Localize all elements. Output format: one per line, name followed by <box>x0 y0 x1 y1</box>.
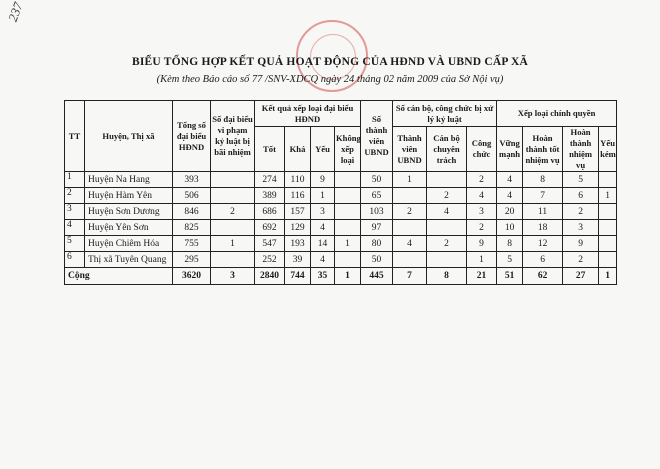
row-cc: 4 <box>467 188 497 204</box>
row-ht: 2 <box>563 204 599 220</box>
row-name: Huyện Na Hang <box>85 172 173 188</box>
total-row <box>65 268 617 285</box>
header-unit: Huyện, Thị xã <box>85 101 173 172</box>
row-cc: 2 <box>467 172 497 188</box>
row-kxl <box>335 252 361 268</box>
total-ht-tot: 62 <box>523 268 563 285</box>
row-ht: 2 <box>563 252 599 268</box>
header-discipline-group: Số cán bộ, công chức bị xử lý kỷ luật <box>393 101 497 127</box>
row-total: 846 <box>173 204 211 220</box>
row-violations <box>211 220 255 236</box>
row-cb <box>427 220 467 236</box>
table-row <box>65 204 617 220</box>
row-yeu: 14 <box>311 236 335 252</box>
row-yk <box>599 252 617 268</box>
row-tv: 4 <box>393 236 427 252</box>
header-total-delegates: Tổng số đại biểu HĐND <box>173 101 211 172</box>
row-tt: 2 <box>65 188 85 204</box>
row-kha: 39 <box>285 252 311 268</box>
total-tv: 7 <box>393 268 427 285</box>
header-can-bo-chuyen-trach: Cán bộ chuyên trách <box>427 127 467 172</box>
row-ht: 5 <box>563 172 599 188</box>
total-yk: 1 <box>599 268 617 285</box>
row-yk <box>599 172 617 188</box>
row-tot: 252 <box>255 252 285 268</box>
total-kxl: 1 <box>335 268 361 285</box>
table-row <box>65 172 617 188</box>
total-yeu: 35 <box>311 268 335 285</box>
header-tt: TT <box>65 101 85 172</box>
header-yeu: Yếu <box>311 127 335 172</box>
row-total: 393 <box>173 172 211 188</box>
row-kxl <box>335 188 361 204</box>
row-tt: 5 <box>65 236 85 252</box>
row-kha: 129 <box>285 220 311 236</box>
row-vm: 4 <box>497 172 523 188</box>
document-title: BIỂU TỔNG HỢP KẾT QUẢ HOẠT ĐỘNG CỦA HĐND VÀ UBND CẤP XÃ <box>131 56 529 68</box>
row-kxl <box>335 204 361 220</box>
row-ht-tot: 11 <box>523 204 563 220</box>
row-tot: 547 <box>255 236 285 252</box>
row-cb: 4 <box>427 204 467 220</box>
row-cb <box>427 172 467 188</box>
row-vm: 8 <box>497 236 523 252</box>
row-ht-tot: 7 <box>523 188 563 204</box>
row-tv <box>393 188 427 204</box>
row-yeu: 4 <box>311 252 335 268</box>
row-vm: 4 <box>497 188 523 204</box>
row-ht-tot: 12 <box>523 236 563 252</box>
row-violations <box>211 252 255 268</box>
row-ht: 3 <box>563 220 599 236</box>
row-ubnd: 103 <box>361 204 393 220</box>
row-yk: 1 <box>599 188 617 204</box>
row-tot: 274 <box>255 172 285 188</box>
row-kha: 116 <box>285 188 311 204</box>
row-name: Thị xã Tuyên Quang <box>85 252 173 268</box>
row-name: Huyện Hàm Yên <box>85 188 173 204</box>
row-total: 755 <box>173 236 211 252</box>
row-tot: 389 <box>255 188 285 204</box>
row-tt: 4 <box>65 220 85 236</box>
row-ht: 6 <box>563 188 599 204</box>
row-cc: 2 <box>467 220 497 236</box>
header-kha: Khá <box>285 127 311 172</box>
table-row <box>65 188 617 204</box>
row-cb: 2 <box>427 236 467 252</box>
row-tv <box>393 252 427 268</box>
row-kxl <box>335 172 361 188</box>
header-violations: Số đại biểu vi phạm kỷ luật bị bãi nhiệm <box>211 101 255 172</box>
summary-table <box>64 100 617 285</box>
row-total: 825 <box>173 220 211 236</box>
row-tv: 1 <box>393 172 427 188</box>
total-cb: 8 <box>427 268 467 285</box>
header-govt-group: Xếp loại chính quyền <box>497 101 617 127</box>
total-kha: 744 <box>285 268 311 285</box>
document-subtitle: (Kèm theo Báo cáo số 77 /SNV-XDCQ ngày 24 tháng 02 năm 2009 của Sở Nội vụ) <box>156 74 504 85</box>
table-row <box>65 252 617 268</box>
row-name: Huyện Chiêm Hóa <box>85 236 173 252</box>
header-hoan-thanh: Hoàn thành nhiệm vụ <box>563 127 599 172</box>
row-yeu: 1 <box>311 188 335 204</box>
row-ubnd: 80 <box>361 236 393 252</box>
row-tot: 692 <box>255 220 285 236</box>
row-ht-tot: 6 <box>523 252 563 268</box>
total-cc: 21 <box>467 268 497 285</box>
total-total: 3620 <box>173 268 211 285</box>
row-ht-tot: 8 <box>523 172 563 188</box>
row-ubnd: 50 <box>361 172 393 188</box>
total-ubnd: 445 <box>361 268 393 285</box>
row-vm: 20 <box>497 204 523 220</box>
row-violations: 2 <box>211 204 255 220</box>
row-yeu: 9 <box>311 172 335 188</box>
total-label: Cộng <box>65 268 173 285</box>
total-vm: 51 <box>497 268 523 285</box>
table-row <box>65 220 617 236</box>
header-khong-xep-loai: Không xếp loại <box>335 127 361 172</box>
row-yk <box>599 236 617 252</box>
row-kxl <box>335 220 361 236</box>
total-violations: 3 <box>211 268 255 285</box>
header-thanh-vien-ubnd: Thành viên UBND <box>393 127 427 172</box>
header-vung-manh: Vững mạnh <box>497 127 523 172</box>
row-yeu: 4 <box>311 220 335 236</box>
row-cc: 3 <box>467 204 497 220</box>
row-total: 506 <box>173 188 211 204</box>
row-kha: 157 <box>285 204 311 220</box>
row-cc: 1 <box>467 252 497 268</box>
row-tt: 3 <box>65 204 85 220</box>
header-yeu-kem: Yếu kém <box>599 127 617 172</box>
row-tot: 686 <box>255 204 285 220</box>
row-yeu: 3 <box>311 204 335 220</box>
row-cb <box>427 252 467 268</box>
total-tot: 2840 <box>255 268 285 285</box>
row-tt: 6 <box>65 252 85 268</box>
row-ht: 9 <box>563 236 599 252</box>
row-ubnd: 50 <box>361 252 393 268</box>
row-kxl: 1 <box>335 236 361 252</box>
row-vm: 5 <box>497 252 523 268</box>
row-ht-tot: 18 <box>523 220 563 236</box>
table-row <box>65 236 617 252</box>
total-ht: 27 <box>563 268 599 285</box>
page-number-mark: 237 <box>4 0 26 24</box>
row-violations <box>211 172 255 188</box>
row-tv <box>393 220 427 236</box>
row-total: 295 <box>173 252 211 268</box>
row-name: Huyện Sơn Dương <box>85 204 173 220</box>
header-ubnd-members: Số thành viên UBND <box>361 101 393 172</box>
row-tt: 1 <box>65 172 85 188</box>
row-violations <box>211 188 255 204</box>
row-cc: 9 <box>467 236 497 252</box>
row-ubnd: 97 <box>361 220 393 236</box>
row-yk <box>599 220 617 236</box>
header-hoan-thanh-tot: Hoàn thành tốt nhiệm vụ <box>523 127 563 172</box>
row-kha: 110 <box>285 172 311 188</box>
header-tot: Tốt <box>255 127 285 172</box>
row-vm: 10 <box>497 220 523 236</box>
row-violations: 1 <box>211 236 255 252</box>
row-name: Huyện Yên Sơn <box>85 220 173 236</box>
row-ubnd: 65 <box>361 188 393 204</box>
row-tv: 2 <box>393 204 427 220</box>
row-cb: 2 <box>427 188 467 204</box>
row-yk <box>599 204 617 220</box>
row-kha: 193 <box>285 236 311 252</box>
header-classification-group: Kết quả xếp loại đại biểu HĐND <box>255 101 361 127</box>
header-cong-chuc: Công chức <box>467 127 497 172</box>
